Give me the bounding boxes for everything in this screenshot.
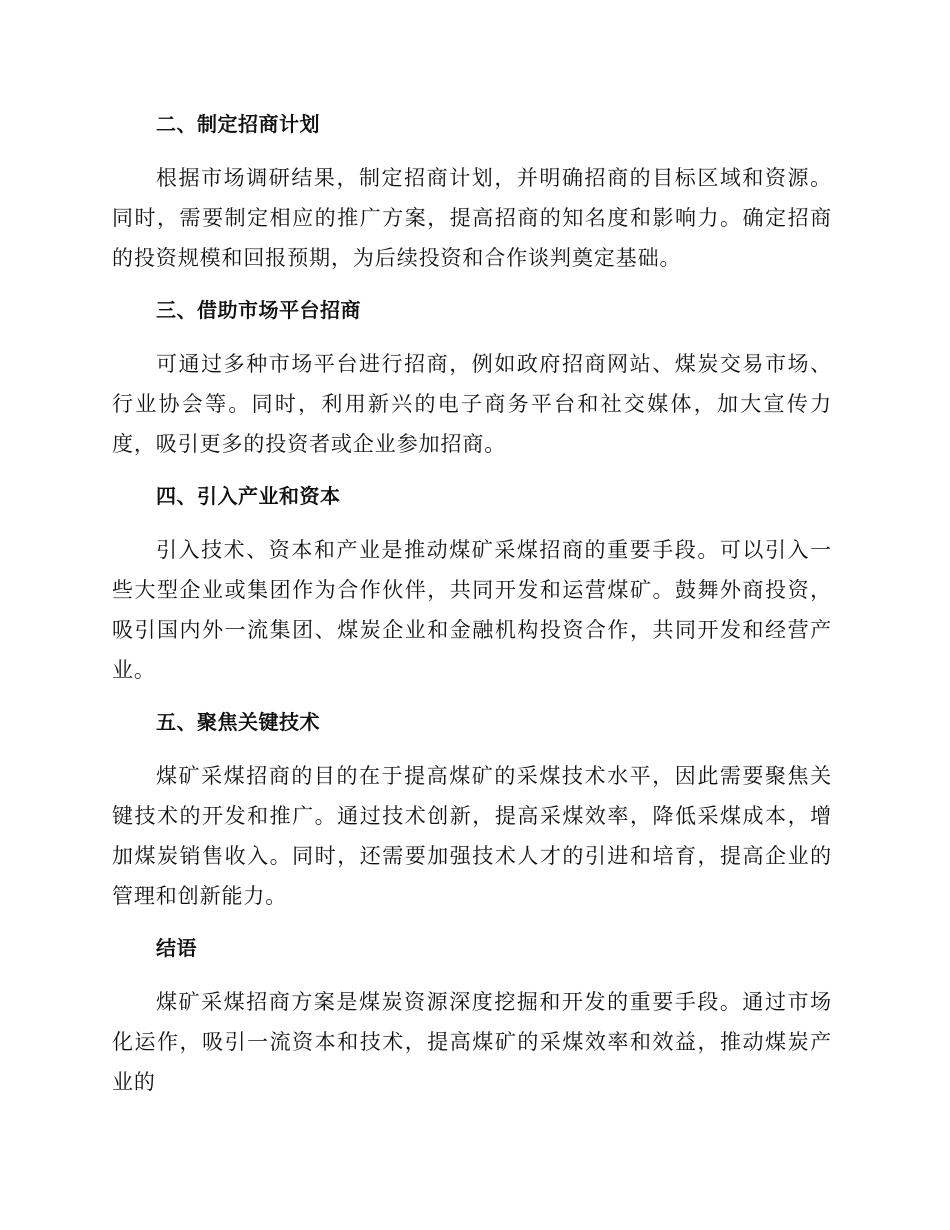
section-heading-conclusion: 结语 xyxy=(156,936,197,960)
document-body xyxy=(112,108,832,1118)
section-paragraph-plan: 根据市场调研结果，制定招商计划，并明确招商的目标区域和资源。同时，需要制定相应的推广方案，提高招商的知名度和影响力。确定招商的投资规模和回报预期，为后续投资和合作谈判奠定基础。 xyxy=(112,166,832,270)
section-paragraph-conclusion: 煤矿采煤招商方案是煤炭资源深度挖掘和开发的重要手段。通过市场化运作，吸引一流资本和技术，提高煤矿的采煤效率和效益，推动煤炭产业的 xyxy=(112,990,832,1094)
section-heading-capital: 四、引入产业和资本 xyxy=(156,484,341,508)
section-paragraph-technology: 煤矿采煤招商的目的在于提高煤矿的采煤技术水平，因此需要聚焦关键技术的开发和推广。通过技术创新，提高采煤效率，降低采煤成本，增加煤炭销售收入。同时，还需要加强技术人才的引进和培育，提高企业的管理和创新能力。 xyxy=(112,764,832,908)
section-paragraph-capital: 引入技术、资本和产业是推动煤矿采煤招商的重要手段。可以引入一些大型企业或集团作为合作伙伴，共同开发和运营煤矿。鼓舞外商投资，吸引国内外一流集团、煤炭企业和金融机构投资合作，共同开发和经营产业。 xyxy=(112,538,832,682)
section-heading-plan: 二、制定招商计划 xyxy=(156,112,320,136)
section-paragraph-platform: 可通过多种市场平台进行招商，例如政府招商网站、煤炭交易市场、行业协会等。同时，利用新兴的电子商务平台和社交媒体，加大宣传力度，吸引更多的投资者或企业参加招商。 xyxy=(112,352,832,456)
section-heading-platform: 三、借助市场平台招商 xyxy=(156,298,361,322)
section-heading-technology: 五、聚焦关键技术 xyxy=(156,710,320,734)
